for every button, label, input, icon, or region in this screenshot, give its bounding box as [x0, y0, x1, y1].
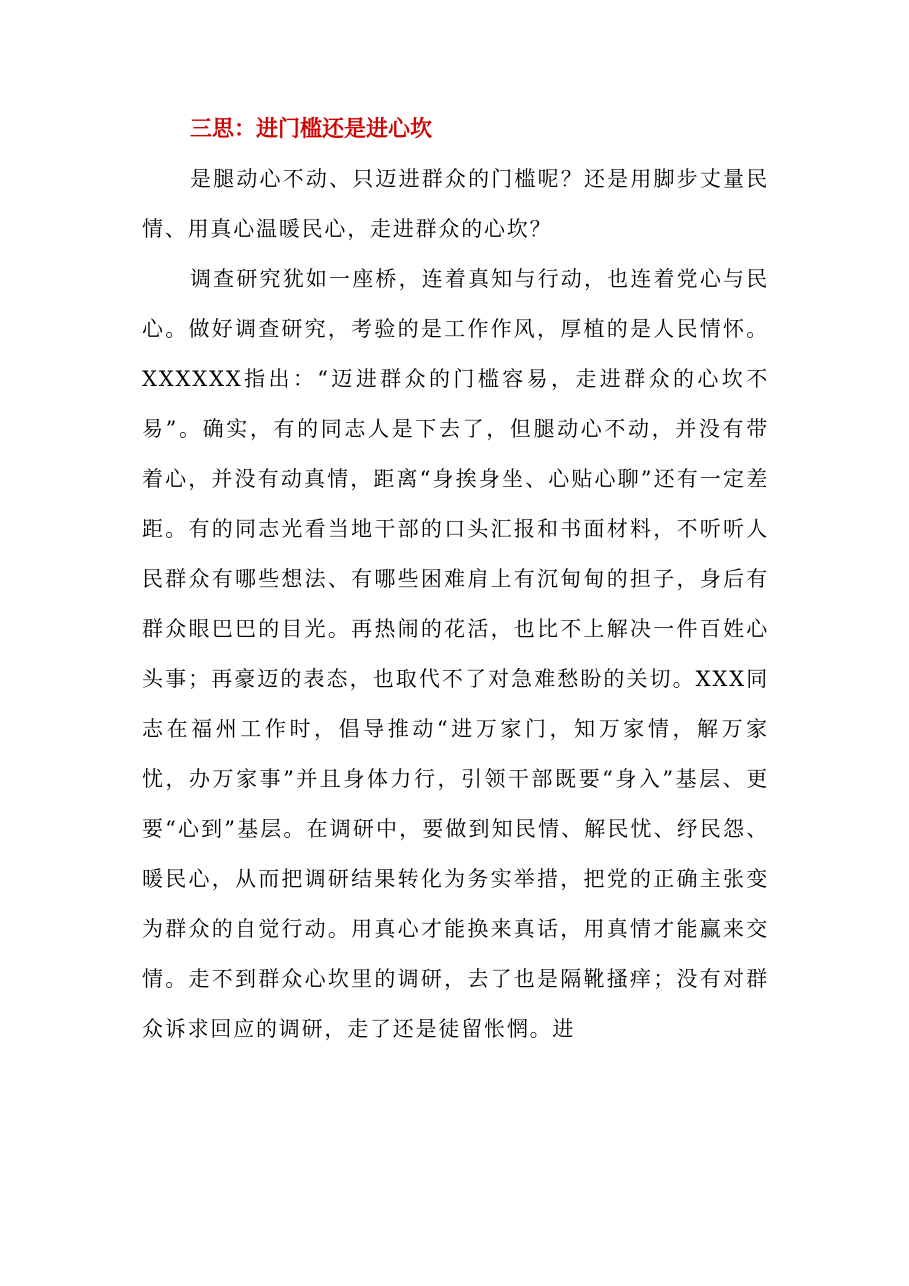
paragraph-main-body: 调查研究犹如一座桥，连着真知与行动，也连着党心与民心。做好调查研究，考验的是工作作风，厚植的是人民情怀。XXXXXX指出：“迈进群众的门槛容易，走进群众的心坎不易”。确实，有的同志人是下去了，但腿动心不动，并没有带着心，并没有动真情，距离“身挨身坐、心贴心聊”还有一定差距。有的同志光看当地干部的口头汇报和书面材料，不听听人民群众有哪些想法、有哪些困难肩上有沉甸甸的担子，身后有群众眼巴巴的目光。再热闹的花活，也比不上解决一件百姓心头事；再豪迈的表态，也取代不了对急难愁盼的关切。XXX同志在福州工作时，倡导推动“进万家门，知万家情，解万家忧，办万家事”并且身体力行，引领干部既要“身入”基层、更要“心到”基层。在调研中，要做到知民情、解民忧、纾民怨、暖民心，从而把调研结果转化为务实举措，把党的正确主张变为群众的自觉行动。用真心才能换来真话，用真情才能赢来交情。走不到群众心坎里的调研，去了也是隔靴搔痒；没有对群众诉求回应的调研，走了还是徒留怅惘。进 [142, 267, 769, 1041]
paragraph-intro-question: 是腿动心不动、只迈进群众的门槛呢？还是用脚步丈量民情、用真心温暖民心，走进群众的心坎？ [142, 167, 769, 241]
section-heading: 三思：进门槛还是进心坎 [190, 117, 433, 142]
document-body [142, 108, 769, 1054]
